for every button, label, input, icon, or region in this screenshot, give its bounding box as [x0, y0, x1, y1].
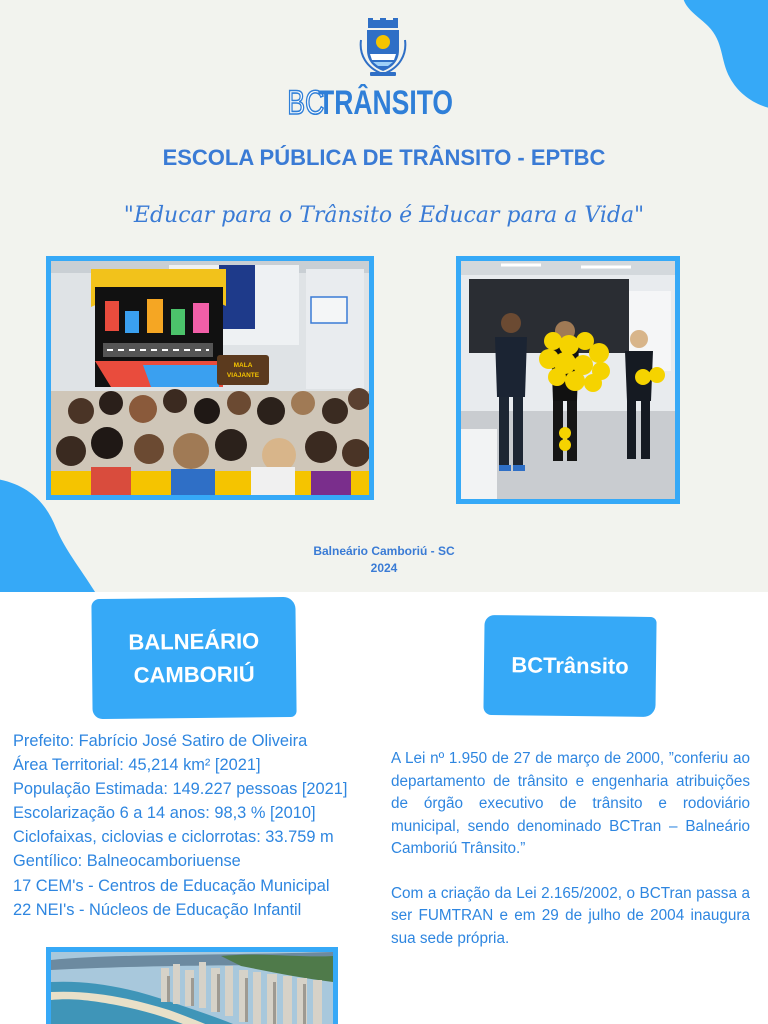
puppet-theatre-illustration [51, 261, 369, 495]
year: 2024 [370, 561, 398, 575]
photo-puppet-theatre [46, 256, 374, 500]
fact-schooling: Escolarização 6 a 14 anos: 98,3 % [2010] [13, 804, 316, 823]
school-title: ESCOLA PÚBLICA DE TRÂNSITO - EPTBC [162, 145, 606, 170]
fact-mayor: Prefeito: Fabrício José Satiro de Oliveira [13, 732, 308, 750]
svg-text:MALA: MALA [233, 362, 253, 369]
city-crest-icon [358, 18, 408, 78]
city-aerial-illustration [51, 952, 333, 1024]
fact-area: Área Territorial: 45,214 km² [2021] [13, 756, 261, 775]
location: Balneário Camboriú - SC [313, 544, 455, 558]
fact-cem: 17 CEM's - Centros de Educação Municipal [13, 876, 330, 895]
city-facts-list [13, 729, 383, 922]
fact-bike-lanes: Ciclofaixas, ciclovias e ciclorrotas: 33.759 m [13, 828, 334, 847]
bctransito-logo [0, 84, 768, 124]
svg-text:VIAJANTE: VIAJANTE [226, 372, 260, 379]
photo-city-aerial [46, 947, 338, 1024]
presenters-illustration [461, 261, 675, 499]
fact-nei: 22 NEI's - Núcleos de Educação Infantil [13, 900, 302, 919]
motto: "Educar para o Trânsito é Educar para a Vida" [123, 203, 645, 228]
logo-transito: TRÂNSITO [318, 84, 454, 122]
agency-history [391, 748, 750, 950]
fact-demonym: Gentílico: Balneocamboriuense [13, 852, 241, 871]
logo-bc: BC [287, 84, 325, 122]
location-and-year [0, 543, 768, 577]
photo-presenters-balloons [456, 256, 680, 504]
fact-population: População Estimada: 149.227 pessoas [2021] [13, 780, 348, 799]
agency-paragraph-1: A Lei nº 1.950 de 27 de março de 2000, ”conferiu ao departamento de trânsito e engenharia atribuições de órgão executivo de trânsito e rodoviário municipal, sendo denominado BCTran – Balneário Camboriú Trânsito.” [391, 750, 750, 857]
agency-badge: BCTrânsito [483, 615, 656, 717]
agency-paragraph-2: Com a criação da Lei 2.165/2002, o BCTran passa a ser FUMTRAN e em 29 de julho de 2004 inaugura sua sede própria. [391, 884, 750, 947]
city-badge: BALNEÁRIO CAMBORIÚ [91, 597, 296, 719]
